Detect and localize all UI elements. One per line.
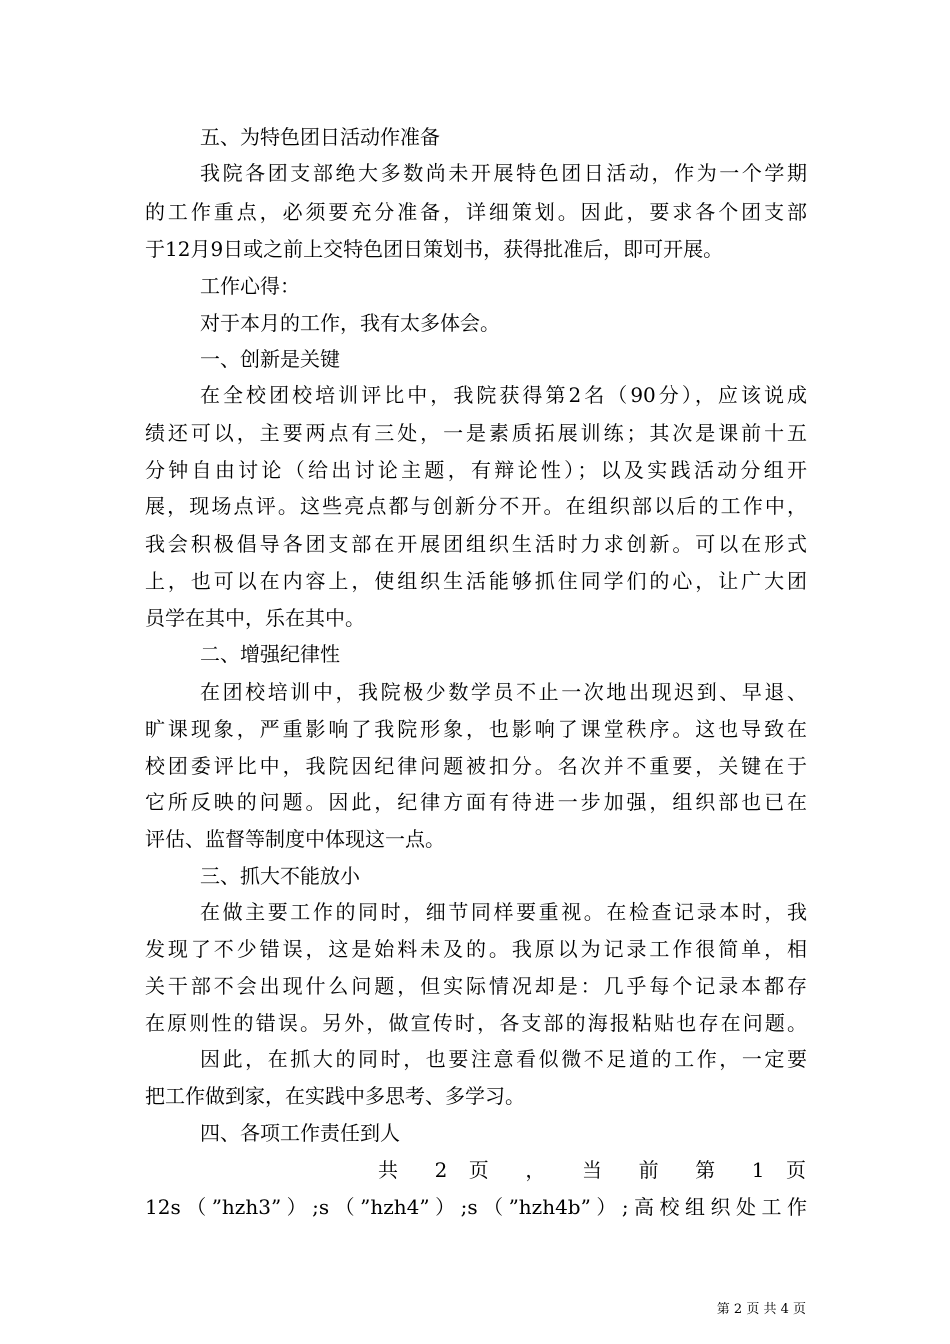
section-heading-one: 一、创新是关键 bbox=[200, 347, 340, 371]
paragraph-line: 在团校培训中，我院极少数学员不止一次地出现迟到、早退、 bbox=[200, 680, 807, 704]
paragraph-line: 关干部不会出现什么问题，但实际情况却是：几乎每个记录本都存 bbox=[145, 974, 807, 998]
section-heading-three: 三、抓大不能放小 bbox=[200, 864, 360, 888]
paragraph-line: 的工作重点，必须要充分准备，详细策划。因此，要求各个团支部 bbox=[145, 200, 807, 224]
paragraph-line: 员学在其中，乐在其中。 bbox=[145, 606, 365, 630]
paragraph-line: 发现了不少错误，这是始料未及的。我原以为记录工作很简单，相 bbox=[145, 937, 807, 961]
paragraph-line: 分钟自由讨论（给出讨论主题，有辩论性）；以及实践活动分组开 bbox=[145, 458, 807, 482]
paragraph-line: 校团委评比中，我院因纪律问题被扣分。名次并不重要，关键在于 bbox=[145, 754, 807, 778]
paragraph-line: 旷课现象，严重影响了我院形象，也影响了课堂秩序。这也导致在 bbox=[145, 717, 807, 741]
paragraph-line: 因此，在抓大的同时，也要注意看似微不足道的工作，一定要 bbox=[200, 1047, 807, 1071]
page-footer-number: 第 2 页 共 4 页 bbox=[716, 1302, 806, 1317]
paragraph-line: 绩还可以，主要两点有三处，一是素质拓展训练；其次是课前十五 bbox=[145, 421, 807, 445]
section-heading-two: 二、增强纪律性 bbox=[200, 642, 340, 666]
page-count-line: 共 2 页 ， 当 前 第 1 页 bbox=[378, 1158, 806, 1182]
paragraph-line: 在原则性的错误。另外，做宣传时，各支部的海报粘贴也存在问题。 bbox=[145, 1011, 807, 1035]
paragraph-line: 上，也可以在内容上，使组织生活能够抓住同学们的心，让广大团 bbox=[145, 569, 807, 593]
code-text-line: 12s（”hzh3”）;s（”hzh4”）;s（”hzh4b”）;高校组织处工作 bbox=[145, 1195, 807, 1219]
paragraph-line: 在全校团校培训评比中，我院获得第2名（90分），应该说成 bbox=[200, 383, 807, 407]
paragraph-line: 它所反映的问题。因此，纪律方面有待进一步加强，组织部也已在 bbox=[145, 790, 807, 814]
section-heading-work-notes: 工作心得： bbox=[200, 274, 300, 298]
paragraph-line: 在做主要工作的同时，细节同样要重视。在检查记录本时，我 bbox=[200, 900, 807, 924]
paragraph-line: 对于本月的工作，我有太多体会。 bbox=[200, 311, 500, 335]
paragraph-line: 我会积极倡导各团支部在开展团组织生活时力求创新。可以在形式 bbox=[145, 532, 807, 556]
paragraph-line: 评估、监督等制度中体现这一点。 bbox=[145, 827, 445, 851]
paragraph-line: 于12月9日或之前上交特色团日策划书，获得批准后，即可开展。 bbox=[145, 237, 724, 261]
paragraph-line: 我院各团支部绝大多数尚未开展特色团日活动，作为一个学期 bbox=[200, 161, 807, 185]
section-heading-four: 四、各项工作责任到人 bbox=[200, 1121, 400, 1145]
paragraph-line: 展，现场点评。这些亮点都与创新分不开。在组织部以后的工作中， bbox=[145, 494, 807, 518]
paragraph-line: 把工作做到家，在实践中多思考、多学习。 bbox=[145, 1084, 525, 1108]
section-heading-five: 五、为特色团日活动作准备 bbox=[200, 125, 440, 149]
